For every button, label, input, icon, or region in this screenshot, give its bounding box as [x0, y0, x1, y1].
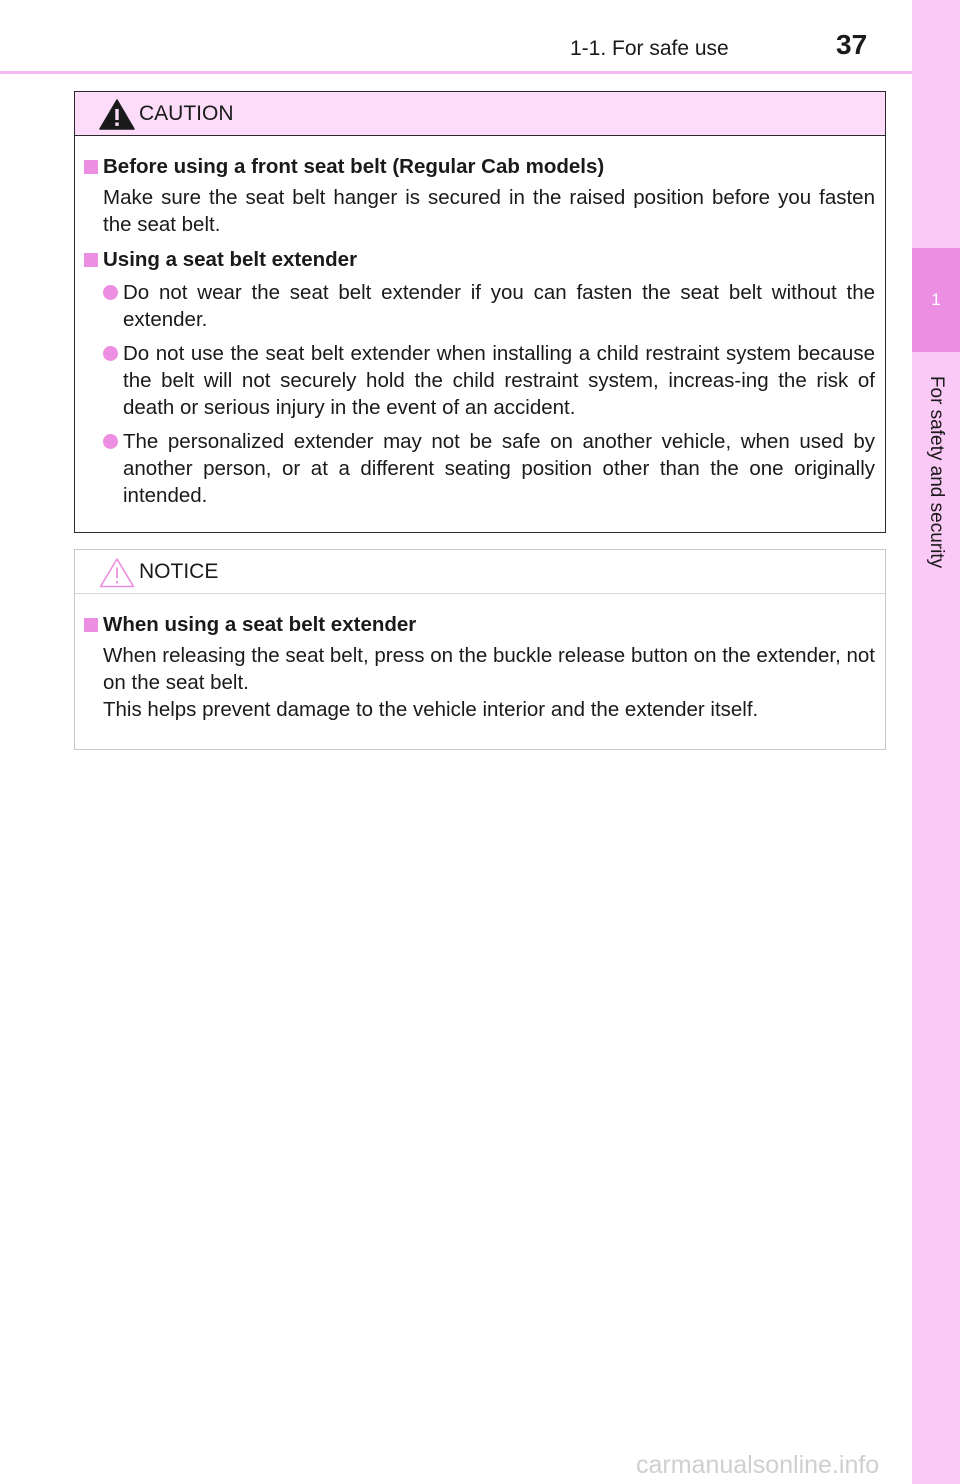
- caution-section-text: Make sure the seat belt hanger is secured in the raised position before you fasten the seat belt.: [103, 186, 875, 236]
- header-rule: [0, 71, 912, 74]
- warning-triangle-icon: [99, 99, 135, 130]
- caution-section-heading: [83, 153, 875, 180]
- caution-bullet-item: [103, 279, 875, 333]
- caution-box: [74, 91, 886, 533]
- caution-bullet-text: The personalized extender may not be safe on another vehicle, when used by another person, or at a different seating position other than the one originally intended.: [123, 430, 875, 507]
- caution-section-heading-text: Before using a front seat belt (Regular Cab models): [103, 155, 605, 178]
- square-bullet-icon: [84, 253, 98, 267]
- caution-bullet-item: [103, 340, 875, 421]
- notice-section-heading-text: When using a seat belt extender: [103, 613, 417, 636]
- caution-bullet-item: [103, 428, 875, 509]
- caution-section-heading-text: Using a seat belt extender: [103, 248, 358, 271]
- notice-header: [75, 550, 885, 594]
- circle-bullet-icon: [103, 434, 118, 449]
- warning-triangle-outline-icon: [99, 557, 135, 588]
- caution-bullet-text: Do not use the seat belt extender when installing a child restraint system because the belt will not securely hold the child restraint system, increas-ing the risk of death or serious injury in the event of an accident.: [123, 342, 875, 419]
- notice-body: [75, 594, 885, 723]
- caution-header: [75, 92, 885, 136]
- caution-section-heading: [83, 246, 875, 273]
- page-number: 37: [836, 29, 868, 60]
- side-tab-chapter-number: 1: [931, 290, 941, 309]
- page-header: [0, 0, 912, 74]
- notice-text-line: This helps prevent damage to the vehicle interior and the extender itself.: [103, 698, 759, 721]
- watermark: carmanualsonline.info: [636, 1451, 880, 1479]
- notice-text-line: When releasing the seat belt, press on the buckle release button on the extender, not on the seat belt.: [103, 644, 875, 694]
- caution-bullet-text: Do not wear the seat belt extender if you can fasten the seat belt without the extender.: [123, 281, 875, 331]
- side-tab-strip: [912, 0, 960, 1484]
- circle-bullet-icon: [103, 285, 118, 300]
- notice-section-text: [103, 642, 875, 723]
- square-bullet-icon: [84, 618, 98, 632]
- circle-bullet-icon: [103, 346, 118, 361]
- notice-title: NOTICE: [139, 560, 219, 583]
- notice-section-heading: [83, 611, 875, 638]
- square-bullet-icon: [84, 160, 98, 174]
- caution-title: CAUTION: [139, 102, 234, 125]
- header-section-title: 1-1. For safe use: [570, 37, 729, 60]
- notice-box: [74, 549, 886, 750]
- side-tab-chapter-title: For safety and security: [926, 375, 947, 569]
- caution-body: [75, 136, 885, 509]
